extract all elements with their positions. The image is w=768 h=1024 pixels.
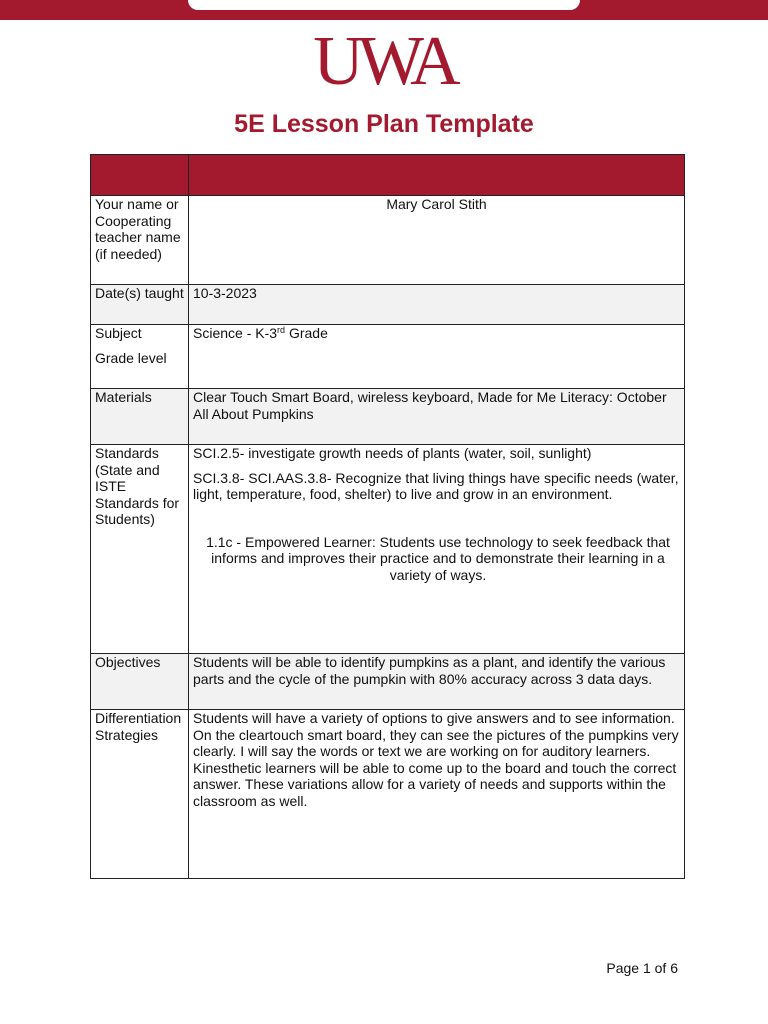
top-banner-tab bbox=[188, 0, 580, 10]
subject-value-prefix: Science - K-3 bbox=[193, 325, 278, 341]
standard-item: 1.1c - Empowered Learner: Students use technology to seek feedback that informs and improves their practice and to demonstrate their learning in a variety of ways. bbox=[206, 533, 670, 583]
header-cell-label bbox=[91, 155, 189, 196]
materials-value: Clear Touch Smart Board, wireless keyboard, Made for Me Literacy: October All About Pumpkins bbox=[189, 389, 685, 445]
name-label: Your name or Cooperating teacher name (if needed) bbox=[91, 196, 189, 285]
objectives-label: Objectives bbox=[91, 654, 189, 710]
table-header-row bbox=[91, 155, 685, 196]
date-value: 10-3-2023 bbox=[189, 285, 685, 325]
differentiation-value: Students will have a variety of options to give answers and to see information. On the cleartouch smart board, they can see the pictures of the pumpkins very clearly. I will say the words or text we are working on for auditory learners. Kinesthetic learners will be able to come up to the board and touch the correct answer. These variations allow for a variety of needs and supports within the classroom as well. bbox=[189, 710, 685, 879]
table-row-date bbox=[91, 285, 685, 325]
page-title: 5E Lesson Plan Template bbox=[234, 110, 534, 138]
lesson-plan-table bbox=[90, 154, 685, 879]
standards-label: Standards (State and ISTE Standards for Students) bbox=[91, 445, 189, 654]
subject-label-cell bbox=[91, 325, 189, 389]
table-row-subject bbox=[91, 325, 685, 389]
table-row-differentiation bbox=[91, 710, 685, 879]
table-row-name bbox=[91, 196, 685, 285]
subject-label: Subject bbox=[95, 325, 142, 341]
objectives-value: Students will be able to identify pumpkins as a plant, and identify the various parts and the cycle of the pumpkin with 80% accuracy across 3 data days. bbox=[189, 654, 685, 710]
subject-value-sup: rd bbox=[277, 325, 286, 335]
subject-value-suffix: Grade bbox=[285, 325, 328, 341]
table-row-materials bbox=[91, 389, 685, 445]
page-number: Page 1 of 6 bbox=[606, 960, 678, 976]
materials-label: Materials bbox=[91, 389, 189, 445]
differentiation-label: Differentiation Strategies bbox=[91, 710, 189, 879]
name-value: Mary Carol Stith bbox=[189, 196, 685, 285]
grade-level-label: Grade level bbox=[95, 349, 167, 366]
table-row-objectives bbox=[91, 654, 685, 710]
standards-value bbox=[189, 445, 685, 654]
date-label: Date(s) taught bbox=[91, 285, 189, 325]
table-row-standards bbox=[91, 445, 685, 654]
standard-item: SCI.2.5- investigate growth needs of plants (water, soil, sunlight) bbox=[193, 445, 592, 461]
subject-value bbox=[189, 325, 685, 389]
header-cell-value bbox=[189, 155, 685, 196]
uwa-logo: UWA bbox=[313, 23, 455, 100]
standard-item: SCI.3.8- SCI.AAS.3.8- Recognize that living things have specific needs (water, light, temperature, food, shelter) to live and grow in an environment. bbox=[193, 469, 679, 502]
